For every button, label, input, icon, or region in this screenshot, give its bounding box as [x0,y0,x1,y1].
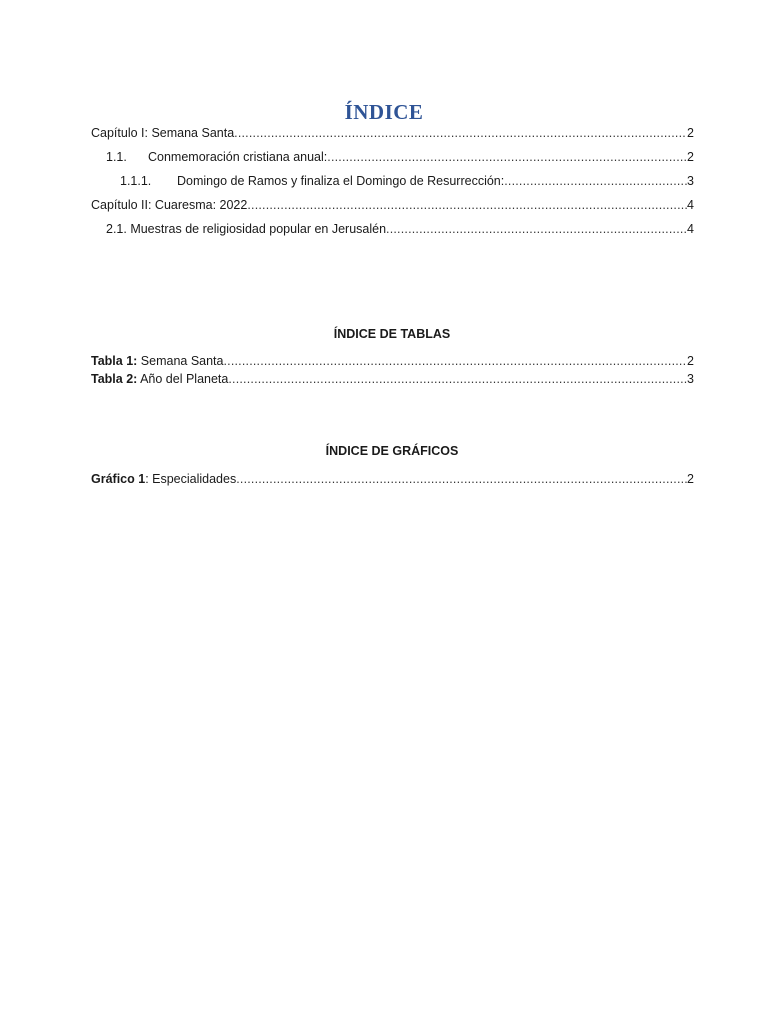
table-entry-page: 3 [687,372,694,386]
toc-leader-dots [223,353,687,369]
toc-leader-dots [228,371,687,387]
toc-entry[interactable] [120,173,694,189]
toc-entry[interactable] [91,125,694,141]
toc-leader-dots [386,221,687,237]
toc-entry-page: 3 [687,174,694,188]
toc-entry-text: Domingo de Ramos y finaliza el Domingo de Resurrección: [177,174,505,188]
toc-entry-text: 2.1. Muestras de religiosidad popular en Jerusalén [106,222,387,236]
chart-entry-text: : Especialidades [145,472,237,486]
toc-leader-dots [504,173,687,189]
toc-entry-page: 4 [687,198,694,212]
toc-leader-dots [247,197,687,213]
chart-entry-page: 2 [687,472,694,486]
toc-entry-page: 4 [687,222,694,236]
tables-index-title: ÍNDICE DE TABLAS [333,327,451,341]
table-entry[interactable] [91,371,694,387]
toc-leader-dots [236,471,687,487]
toc-entry-number: 1.1. [106,150,127,164]
toc-leader-dots [327,149,687,165]
chart-entry-label: Gráfico 1 [91,472,146,486]
toc-entry-page: 2 [687,126,694,140]
charts-index-title: ÍNDICE DE GRÁFICOS [325,444,459,458]
toc-leader-dots [234,125,687,141]
toc-entry-text: Capítulo II: Cuaresma: 2022 [91,198,248,212]
table-entry-page: 2 [687,354,694,368]
toc-entry-text: Conmemoración cristiana anual: [148,150,328,164]
table-entry-text: Semana Santa [137,354,224,368]
table-entry-label: Tabla 2: [91,372,138,386]
toc-entry[interactable] [106,221,694,237]
toc-entry[interactable] [106,149,694,165]
chart-entry[interactable] [91,471,694,487]
toc-entry-number: 1.1.1. [120,174,152,188]
toc-entry-text: Capítulo I: Semana Santa [91,126,235,140]
index-title: ÍNDICE [344,100,424,124]
table-entry[interactable] [91,353,694,369]
toc-entry-page: 2 [687,150,694,164]
table-entry-text: Año del Planeta [137,372,229,386]
toc-entry[interactable] [91,197,694,213]
table-entry-label: Tabla 1: [91,354,138,368]
